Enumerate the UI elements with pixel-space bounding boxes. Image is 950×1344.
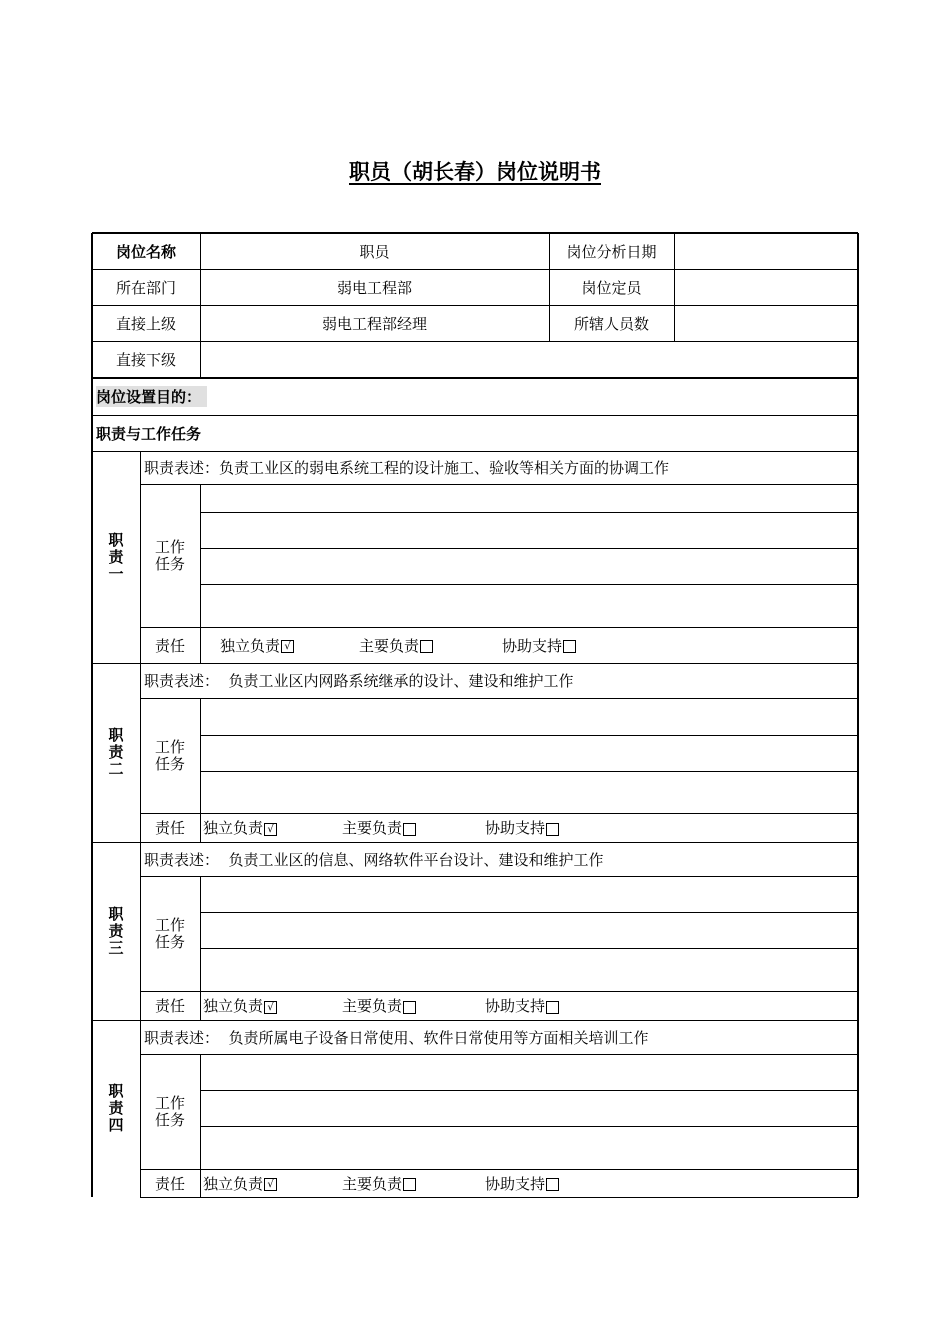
table-rule [200, 771, 858, 772]
position-name-value: 职员 [359, 242, 390, 261]
table-rule [200, 512, 858, 513]
assist-label: 协助支持 [485, 819, 546, 837]
responsibility-label: 责任 [154, 997, 185, 1015]
duties-heading: 职责与工作任务 [96, 424, 202, 443]
tasks-label-line: 任务 [154, 932, 185, 951]
subordinates-count-label: 所辖人员数 [573, 314, 649, 333]
duty-name-char: 责 [108, 921, 124, 940]
table-rule [200, 1126, 858, 1127]
tasks-label-line: 工作 [154, 1093, 185, 1112]
tasks-label-line: 任务 [154, 1110, 185, 1129]
table-rule [140, 813, 858, 814]
primary-option [342, 817, 416, 838]
assist-label: 协助支持 [485, 997, 546, 1015]
independent-checkbox[interactable]: √ [264, 1001, 277, 1014]
duty-description: 职责表述： 负责所属电子设备日常使用、软件日常使用等方面相关培训工作 [144, 1028, 649, 1047]
duty-name-char: 责 [108, 743, 124, 761]
table-rule [91, 233, 93, 1197]
duty-name-char: 职 [108, 904, 124, 923]
duty-description: 职责表述：负责工业区的弱电系统工程的设计施工、验收等相关方面的协调工作 [144, 459, 670, 477]
primary-label: 主要负责 [342, 1174, 403, 1193]
table-rule [200, 912, 858, 913]
page-title: 职员（胡长春）岗位说明书 [349, 160, 601, 184]
primary-label: 主要负责 [359, 636, 420, 655]
duty-name-char: 四 [108, 1116, 124, 1134]
independent-option [203, 995, 277, 1016]
primary-label: 主要负责 [342, 819, 403, 837]
primary-checkbox[interactable] [403, 1001, 416, 1014]
assist-option [502, 635, 576, 656]
primary-label: 主要负责 [342, 997, 403, 1015]
table-rule [140, 627, 858, 628]
table-rule [140, 1054, 858, 1055]
table-rule [200, 233, 201, 378]
tasks-label-line: 工作 [154, 915, 185, 934]
duty-name-char: 责 [108, 547, 124, 566]
primary-option [342, 1173, 416, 1194]
table-rule [140, 663, 141, 842]
table-rule [92, 269, 858, 270]
duty-name [92, 451, 140, 663]
assist-checkbox[interactable] [546, 823, 559, 836]
headcount-value [674, 269, 858, 305]
analysis-date-label: 岗位分析日期 [566, 242, 657, 261]
primary-checkbox[interactable] [403, 823, 416, 836]
duty-description: 职责表述： 负责工业区的信息、网络软件平台设计、建设和维护工作 [144, 850, 604, 869]
duty-name [92, 1020, 140, 1197]
table-rule [140, 484, 858, 485]
duty-description: 职责表述： 负责工业区内网路系统继承的设计、建设和维护工作 [144, 672, 574, 690]
department-label: 所在部门 [115, 278, 176, 297]
independent-label: 独立负责 [203, 1174, 264, 1193]
purpose-label [92, 378, 858, 415]
primary-checkbox[interactable] [403, 1178, 416, 1191]
assist-checkbox[interactable] [563, 640, 576, 653]
tasks-label [140, 1054, 200, 1169]
assist-option [485, 817, 559, 838]
primary-checkbox[interactable] [420, 640, 433, 653]
table-rule [140, 842, 141, 1020]
table-rule [674, 233, 675, 341]
table-rule [549, 233, 550, 341]
table-rule [140, 991, 858, 992]
assist-checkbox[interactable] [546, 1001, 559, 1014]
table-rule [200, 1090, 858, 1091]
assist-option [485, 995, 559, 1016]
purpose-label-text: 岗位设置目的： [96, 386, 207, 407]
assist-checkbox[interactable] [546, 1178, 559, 1191]
tasks-label [140, 876, 200, 991]
independent-checkbox[interactable]: √ [264, 823, 277, 836]
subordinate-value [200, 341, 858, 378]
table-rule [857, 233, 859, 1197]
table-rule [200, 698, 201, 842]
table-rule [92, 341, 858, 342]
department-value: 弱电工程部 [336, 278, 412, 297]
subordinate-label: 直接下级 [115, 351, 176, 369]
subordinates-count-value [674, 305, 858, 341]
position-name-label: 岗位名称 [115, 242, 176, 261]
table-rule [200, 948, 858, 949]
independent-label: 独立负责 [220, 636, 281, 655]
table-rule [140, 451, 141, 663]
independent-option [203, 1173, 277, 1194]
tasks-label [140, 484, 200, 627]
tasks-label-line: 任务 [154, 754, 185, 773]
duty-name-char: 职 [108, 1082, 124, 1100]
table-rule [140, 1197, 858, 1198]
tasks-label [140, 698, 200, 813]
tasks-label-line: 工作 [154, 737, 185, 756]
superior-value: 弱电工程部经理 [321, 314, 427, 333]
duty-name-char: 三 [108, 938, 124, 957]
table-rule [92, 305, 858, 306]
table-rule [200, 484, 201, 663]
assist-option [485, 1173, 559, 1194]
table-rule [200, 548, 858, 549]
duty-name [92, 842, 140, 1020]
primary-option [359, 635, 433, 656]
headcount-label: 岗位定员 [581, 278, 642, 297]
duty-name-char: 职 [108, 726, 124, 744]
independent-label: 独立负责 [203, 819, 264, 837]
table-rule [140, 1169, 858, 1170]
duty-name-char: 一 [108, 564, 124, 583]
table-rule [140, 1020, 141, 1197]
table-rule [200, 584, 858, 585]
independent-checkbox[interactable]: √ [264, 1178, 277, 1191]
table-rule [92, 232, 858, 234]
duty-name [92, 663, 140, 842]
responsibility-label: 责任 [154, 636, 185, 655]
tasks-label-line: 任务 [154, 554, 185, 573]
table-rule [200, 735, 858, 736]
primary-option [342, 995, 416, 1016]
independent-option [203, 817, 277, 838]
independent-option [220, 635, 294, 656]
independent-checkbox[interactable]: √ [281, 640, 294, 653]
superior-label: 直接上级 [115, 314, 176, 333]
independent-label: 独立负责 [203, 997, 264, 1015]
responsibility-label: 责任 [154, 1174, 185, 1193]
responsibility-label: 责任 [154, 819, 185, 837]
duty-name-char: 职 [108, 530, 124, 549]
assist-label: 协助支持 [485, 1174, 546, 1193]
table-rule [140, 698, 858, 699]
assist-label: 协助支持 [502, 636, 563, 655]
duty-name-char: 责 [108, 1099, 124, 1117]
duty-name-char: 二 [108, 760, 124, 778]
analysis-date-value [674, 233, 858, 269]
table-rule [140, 876, 858, 877]
tasks-label-line: 工作 [154, 537, 185, 556]
